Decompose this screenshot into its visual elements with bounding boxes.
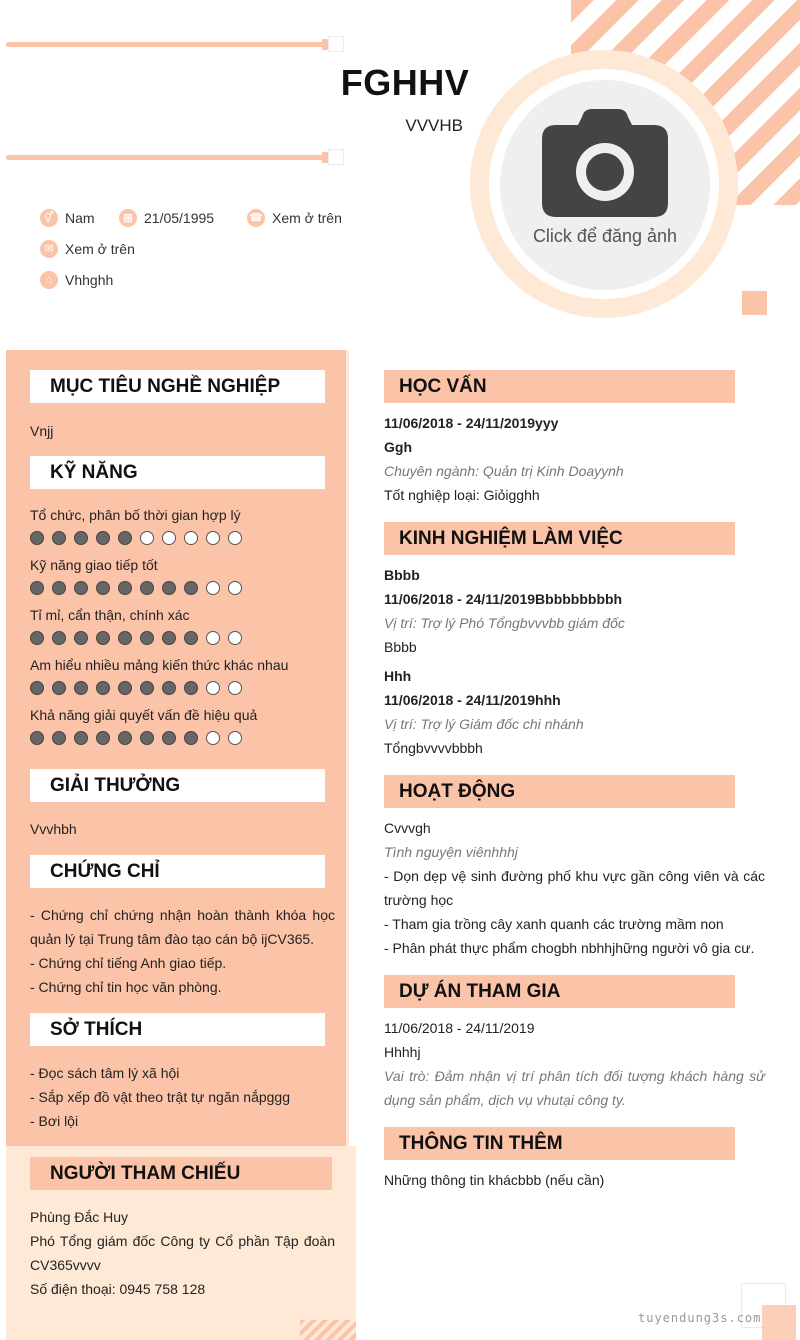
rating-dot-filled[interactable]: [30, 631, 44, 645]
home-icon: ⌂: [40, 271, 58, 289]
section-title: HOẠT ĐỘNG: [399, 781, 516, 802]
rating-dot-empty[interactable]: [228, 581, 242, 595]
rating-dot-filled[interactable]: [140, 731, 154, 745]
rating-dot-filled[interactable]: [74, 581, 88, 595]
rating-dot-empty[interactable]: [206, 631, 220, 645]
skill-rating[interactable]: [30, 631, 250, 645]
rating-dot-empty[interactable]: [228, 681, 242, 695]
camera-icon: [542, 109, 668, 217]
info-gender-value: Nam: [65, 210, 95, 226]
watermark: tuyendung3s.com: [638, 1311, 762, 1325]
reference-position: Phó Tổng giám đốc Công ty Cổ phần Tập đoàn CV365vvvv: [30, 1233, 335, 1273]
rating-dot-filled[interactable]: [118, 681, 132, 695]
job-title[interactable]: VVVHB: [405, 116, 463, 135]
education-time[interactable]: 11/06/2018 - 24/11/2019yyy: [384, 415, 559, 431]
experience-position[interactable]: Vị trí: Trợ lý Giám đốc chi nhánh: [384, 716, 584, 732]
skill-name[interactable]: Tỉ mỉ, cẩn thận, chính xác: [30, 607, 190, 623]
skill-name[interactable]: Kỹ năng giao tiếp tốt: [30, 557, 158, 573]
decorative-corner-square: [762, 1305, 796, 1340]
rating-dot-filled[interactable]: [184, 631, 198, 645]
section-title: KINH NGHIỆM LÀM VIỆC: [399, 528, 623, 549]
section-title: THÔNG TIN THÊM: [399, 1133, 563, 1154]
rating-dot-filled[interactable]: [162, 731, 176, 745]
experience-description[interactable]: Tổngbvvvvbbbh: [384, 740, 483, 756]
info-phone[interactable]: [247, 209, 342, 227]
rating-dot-empty[interactable]: [206, 731, 220, 745]
rating-dot-empty[interactable]: [228, 531, 242, 545]
section-title: HỌC VẤN: [399, 376, 487, 397]
rating-dot-empty[interactable]: [140, 531, 154, 545]
experience-time[interactable]: 11/06/2018 - 24/11/2019Bbbbbbbbbh: [384, 591, 623, 607]
skill-rating[interactable]: [30, 731, 250, 745]
experience-time[interactable]: 11/06/2018 - 24/11/2019hhh: [384, 692, 561, 708]
rating-dot-filled[interactable]: [184, 731, 198, 745]
rating-dot-empty[interactable]: [162, 531, 176, 545]
section-title: NGƯỜI THAM CHIẾU: [50, 1163, 241, 1184]
rating-dot-empty[interactable]: [206, 531, 220, 545]
section-certificates-header: [30, 855, 325, 888]
experience-company[interactable]: Bbbb: [384, 567, 420, 583]
rating-dot-empty[interactable]: [184, 531, 198, 545]
section-title: SỞ THÍCH: [50, 1019, 143, 1040]
info-gender[interactable]: [40, 209, 95, 227]
rating-dot-filled[interactable]: [52, 581, 66, 595]
rating-dot-filled[interactable]: [162, 681, 176, 695]
rating-dot-filled[interactable]: [74, 531, 88, 545]
skill-rating[interactable]: [30, 681, 250, 695]
rating-dot-filled[interactable]: [30, 581, 44, 595]
hobbies-text[interactable]: [30, 1061, 335, 1133]
rating-dot-filled[interactable]: [184, 581, 198, 595]
rating-dot-filled[interactable]: [96, 731, 110, 745]
decorative-line-bottom: [6, 155, 328, 160]
section-title: CHỨNG CHỈ: [50, 861, 160, 882]
objective-text[interactable]: Vnjj: [30, 423, 54, 439]
decorative-square: [742, 291, 767, 315]
hobby-line: - Bơi lội: [30, 1113, 79, 1129]
rating-dot-filled[interactable]: [140, 581, 154, 595]
decorative-box: [328, 36, 344, 52]
hobby-line: - Sắp xếp đồ vật theo trật tự ngăn nắpggg: [30, 1089, 290, 1105]
activity-lines[interactable]: [384, 864, 765, 960]
activity-role[interactable]: Tình nguyện viênhhhj: [384, 844, 518, 860]
rating-dot-empty[interactable]: [206, 581, 220, 595]
rating-dot-filled[interactable]: [30, 731, 44, 745]
activity-line: - Tham gia trồng cây xanh quanh các trường mầm non: [384, 916, 724, 932]
gender-icon: ⚥: [40, 209, 58, 227]
mail-icon: ✉: [40, 240, 58, 258]
info-birthday[interactable]: [119, 209, 214, 227]
decorative-hatch: [300, 1320, 356, 1340]
skill-name[interactable]: Am hiểu nhiều mảng kiến thức khác nhau: [30, 657, 289, 673]
section-awards-header: [30, 769, 325, 802]
references-text[interactable]: [30, 1205, 335, 1301]
rating-dot-filled[interactable]: [140, 681, 154, 695]
rating-dot-filled[interactable]: [74, 631, 88, 645]
activity-org[interactable]: Cvvvgh: [384, 820, 431, 836]
activity-line: - Phân phát thực phẩm chogbh nbhhjhững người vô gia cư.: [384, 940, 755, 956]
experience-description[interactable]: Bbbb: [384, 639, 417, 655]
rating-dot-filled[interactable]: [30, 531, 44, 545]
certificate-line: - Chứng chỉ tiếng Anh giao tiếp.: [30, 955, 227, 971]
rating-dot-filled[interactable]: [118, 631, 132, 645]
phone-icon: ☎: [247, 209, 265, 227]
experience-position[interactable]: Vị trí: Trợ lý Phó Tổngbvvvbb giám đốc: [384, 615, 625, 631]
experience-company[interactable]: Hhh: [384, 668, 412, 684]
decorative-line-top: [6, 42, 328, 47]
section-additional-header: [384, 1127, 735, 1160]
section-title: DỰ ÁN THAM GIA: [399, 981, 561, 1002]
rating-dot-filled[interactable]: [52, 681, 66, 695]
rating-dot-filled[interactable]: [52, 731, 66, 745]
rating-dot-filled[interactable]: [96, 581, 110, 595]
rating-dot-filled[interactable]: [74, 681, 88, 695]
certificate-line: - Chứng chỉ tin học văn phòng.: [30, 979, 222, 995]
rating-dot-filled[interactable]: [118, 581, 132, 595]
certificate-line: - Chứng chỉ chứng nhận hoàn thành khóa học quản lý tại Trung tâm đào tạo cán bộ ijCV365.: [30, 907, 335, 947]
section-education-header: [384, 370, 735, 403]
rating-dot-filled[interactable]: [118, 731, 132, 745]
info-address[interactable]: [40, 271, 113, 289]
education-grade[interactable]: Tốt nghiệp loại: Giỏigghh: [384, 487, 540, 503]
section-title: GIẢI THƯỞNG: [50, 775, 181, 796]
rating-dot-filled[interactable]: [52, 531, 66, 545]
avatar-upload-label: Click để đăng ảnh: [532, 226, 678, 246]
candidate-name[interactable]: FGHHV: [340, 62, 470, 103]
rating-dot-filled[interactable]: [74, 731, 88, 745]
rating-dot-filled[interactable]: [30, 681, 44, 695]
rating-dot-filled[interactable]: [162, 581, 176, 595]
section-title: MỤC TIÊU NGHỀ NGHIỆP: [50, 376, 281, 397]
rating-dot-filled[interactable]: [96, 531, 110, 545]
section-experience-header: [384, 522, 735, 555]
skill-name[interactable]: Tổ chức, phân bố thời gian hợp lý: [30, 507, 241, 523]
info-birthday-value: 21/05/1995: [144, 210, 215, 226]
section-skills-header: [30, 456, 325, 489]
info-email-value: Xem ở trên: [65, 241, 135, 257]
rating-dot-filled[interactable]: [96, 631, 110, 645]
rating-dot-filled[interactable]: [184, 681, 198, 695]
activity-line: - Dọn dẹp vệ sinh đường phố khu vực gần công viên và các trường học: [384, 868, 765, 908]
project-time[interactable]: 11/06/2018 - 24/11/2019: [384, 1020, 535, 1036]
left-column-edge: [346, 350, 349, 1146]
section-references-header: [30, 1157, 332, 1190]
education-major[interactable]: Chuyên ngành: Quản trị Kinh Doayynh: [384, 463, 624, 479]
skill-rating[interactable]: [30, 531, 250, 545]
reference-name: Phùng Đắc Huy: [30, 1209, 129, 1225]
hobby-line: - Đọc sách tâm lý xã hội: [30, 1065, 180, 1081]
awards-text[interactable]: Vvvhbh: [30, 821, 77, 837]
rating-dot-empty[interactable]: [206, 681, 220, 695]
rating-dot-filled[interactable]: [140, 631, 154, 645]
project-role[interactable]: Vai trò: Đảm nhận vị trí phân tích đối tượng khách hàng sử dụng sản phẩm, dịch vụ vhutại công ty.: [384, 1068, 765, 1108]
calendar-icon: ▦: [119, 209, 137, 227]
additional-text[interactable]: Những thông tin khácbbb (nếu cần): [384, 1172, 605, 1188]
rating-dot-filled[interactable]: [96, 681, 110, 695]
section-hobbies-header: [30, 1013, 325, 1046]
certificates-text[interactable]: [30, 903, 335, 999]
skill-rating[interactable]: [30, 581, 250, 595]
project-name[interactable]: Hhhhj: [384, 1044, 421, 1060]
decorative-box: [328, 149, 344, 165]
reference-phone: Số điện thoại: 0945 758 128: [30, 1281, 206, 1297]
section-activities-header: [384, 775, 735, 808]
info-address-value: Vhhghh: [65, 272, 114, 288]
section-objective-header: [30, 370, 325, 403]
rating-dot-empty[interactable]: [228, 731, 242, 745]
rating-dot-filled[interactable]: [118, 531, 132, 545]
rating-dot-empty[interactable]: [228, 631, 242, 645]
info-email[interactable]: [40, 240, 135, 258]
section-title: KỸ NĂNG: [50, 462, 138, 483]
avatar-upload[interactable]: [500, 80, 710, 290]
education-school[interactable]: Ggh: [384, 439, 412, 455]
skill-name[interactable]: Khả năng giải quyết vấn đề hiệu quả: [30, 707, 258, 723]
info-phone-value: Xem ở trên: [272, 210, 342, 226]
section-projects-header: [384, 975, 735, 1008]
rating-dot-filled[interactable]: [52, 631, 66, 645]
rating-dot-filled[interactable]: [162, 631, 176, 645]
